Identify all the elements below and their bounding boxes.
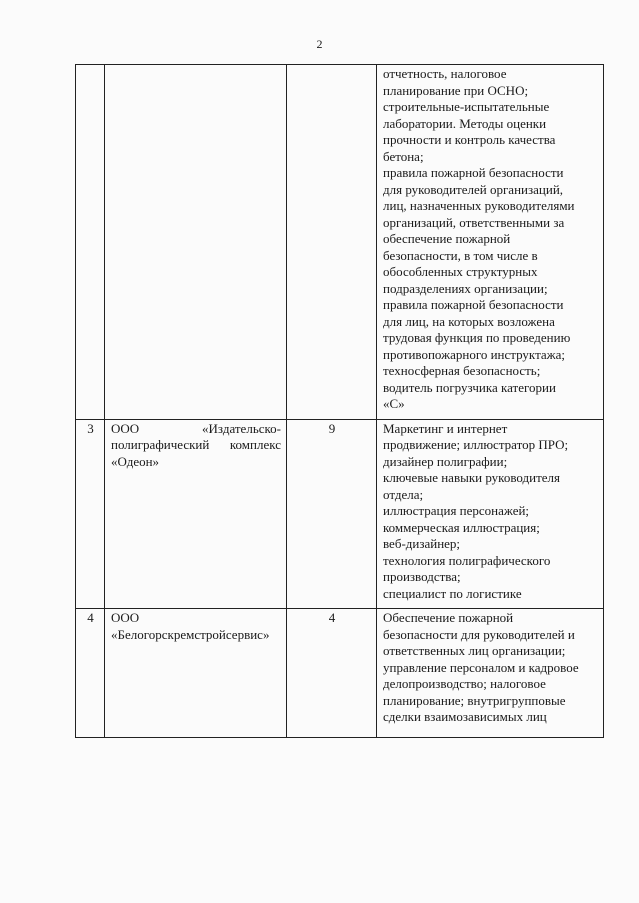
program-line: лаборатории. Методы оценки bbox=[383, 115, 547, 131]
program-line: дизайнер полиграфии; bbox=[383, 453, 508, 469]
program-line: правила пожарной безопасности bbox=[383, 297, 564, 312]
organization-name-line: полиграфический комплекс bbox=[111, 437, 281, 452]
program-line: строительные-испытательные bbox=[383, 99, 550, 114]
row-number-cell bbox=[76, 65, 105, 420]
program-line: производства; bbox=[383, 569, 461, 584]
programs-cell bbox=[377, 65, 604, 420]
program-line: прочности и контроль качества bbox=[383, 132, 556, 147]
program-line: трудовая функция по проведению bbox=[383, 330, 571, 345]
program-line: лиц, назначенных руководителями bbox=[383, 198, 575, 213]
program-line: технология полиграфического bbox=[383, 552, 551, 568]
program-line: коммерческая иллюстрация; bbox=[383, 519, 540, 535]
organization-cell bbox=[105, 419, 287, 609]
program-line: «С» bbox=[383, 396, 405, 411]
organization-name-line: «Одеон» bbox=[111, 453, 160, 469]
program-line: отчетность, налоговое bbox=[383, 66, 507, 81]
table-row bbox=[76, 65, 604, 420]
page-number: 2 bbox=[316, 37, 323, 51]
program-line: водитель погрузчика категории bbox=[383, 379, 556, 395]
program-line: безопасности для руководителей и bbox=[383, 626, 575, 642]
program-line: ответственных лиц организации; bbox=[383, 643, 566, 658]
program-line: противопожарного инструктажа; bbox=[383, 346, 566, 362]
program-line: планирование при ОСНО; bbox=[383, 82, 529, 98]
program-line: безопасности, в том числе в bbox=[383, 247, 538, 263]
program-line: ключевые навыки руководителя bbox=[383, 470, 560, 485]
program-line: правила пожарной безопасности bbox=[383, 165, 564, 180]
program-line: для лиц, на которых возложена bbox=[383, 313, 555, 329]
program-line: Маркетинг и интернет bbox=[383, 420, 508, 436]
program-line: для руководителей организаций, bbox=[383, 181, 564, 197]
row-number-cell: 3 bbox=[76, 419, 105, 609]
program-line: Обеспечение пожарной bbox=[383, 610, 514, 625]
programs-cell bbox=[377, 609, 604, 738]
program-line: отдела; bbox=[383, 486, 424, 502]
program-line: обособленных структурных bbox=[383, 264, 538, 279]
program-line: делопроизводство; налоговое bbox=[383, 676, 546, 691]
table-row bbox=[76, 609, 604, 738]
organization-name-line: «Белогорскремстройсервис» bbox=[111, 626, 270, 642]
program-line: обеспечение пожарной bbox=[383, 231, 511, 246]
program-line: иллюстрация персонажей; bbox=[383, 503, 530, 518]
program-line: планирование; внутригрупповые bbox=[383, 692, 566, 708]
row-number-cell: 4 bbox=[76, 609, 105, 738]
count-cell: 4 bbox=[287, 609, 377, 738]
organization-cell bbox=[105, 65, 287, 420]
program-line: техносферная безопасность; bbox=[383, 363, 541, 378]
program-line: управление персоналом и кадровое bbox=[383, 659, 579, 675]
count-cell: 9 bbox=[287, 419, 377, 609]
organization-cell bbox=[105, 609, 287, 738]
program-line: бетона; bbox=[383, 148, 424, 164]
program-line: сделки взаимозависимых лиц bbox=[383, 709, 547, 724]
table-row bbox=[76, 419, 604, 609]
organization-name-line: ООО «Издательско- bbox=[111, 420, 281, 436]
program-line: веб-дизайнер; bbox=[383, 536, 461, 551]
organizations-table bbox=[75, 64, 604, 738]
programs-cell bbox=[377, 419, 604, 609]
program-line: специалист по логистике bbox=[383, 585, 522, 601]
count-cell bbox=[287, 65, 377, 420]
program-line: продвижение; иллюстратор ПРО; bbox=[383, 437, 569, 452]
program-line: организаций, ответственными за bbox=[383, 214, 565, 230]
organization-name-line: ООО bbox=[111, 610, 140, 625]
program-line: подразделениях организации; bbox=[383, 280, 548, 296]
